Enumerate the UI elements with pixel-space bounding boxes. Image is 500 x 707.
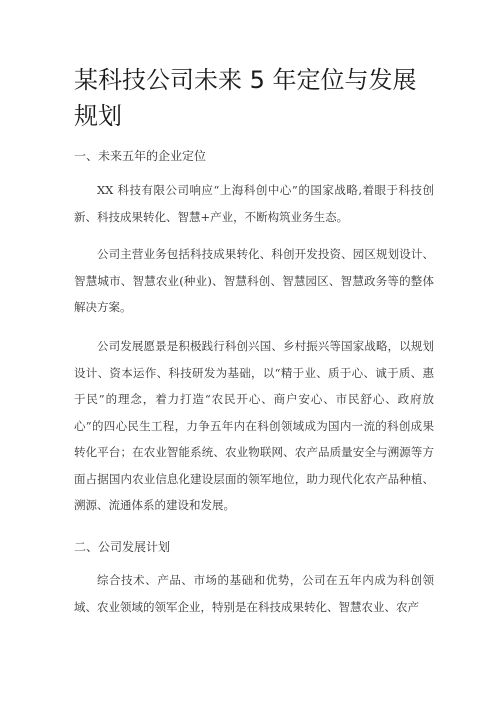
paragraph-vision: 公司发展愿景是积极践行科创兴国、乡村振兴等国家战略，以规划设计、资本运作、科技研发为基础，以“精于业、质于心、诚于质、惠于民”的理念，着力打造“农民开心、商户安心、市民舒心、政府放心”的四心民生工程，力争五年内在科创领域成为国内一流的科创成果转化平台；在农业智能系统、农业物联网、农产品质量安全与溯源等方面占据国内农业信息化建设层面的领军地位，助力现代化农产品种植、溯源、流通体系的建设和发展。	[74, 339, 434, 512]
paragraph-intro: XX 科技有限公司响应“上海科创中心”的国家战略,着眼于科技创新、科技成果转化、智慧+产业，不断构筑业务生态。	[74, 183, 434, 224]
document-title: 某科技公司未来 5 年定位与发展规划	[74, 66, 417, 130]
section-heading-positioning: 一、未来五年的企业定位	[74, 149, 207, 163]
paragraph-business: 公司主营业务包括科技成果转化、科创开发投资、园区规划设计、智慧城市、智慧农业(种业)、智慧科创、智慧园区、智慧政务等的整体解决方案。	[74, 247, 434, 314]
paragraph-plan: 综合技术、产品、市场的基础和优势，公司在五年内成为科创领域、农业领域的领军企业，特别是在科技成果转化、智慧农业、农产	[74, 573, 434, 614]
section-heading-plan: 二、公司发展计划	[74, 540, 171, 554]
